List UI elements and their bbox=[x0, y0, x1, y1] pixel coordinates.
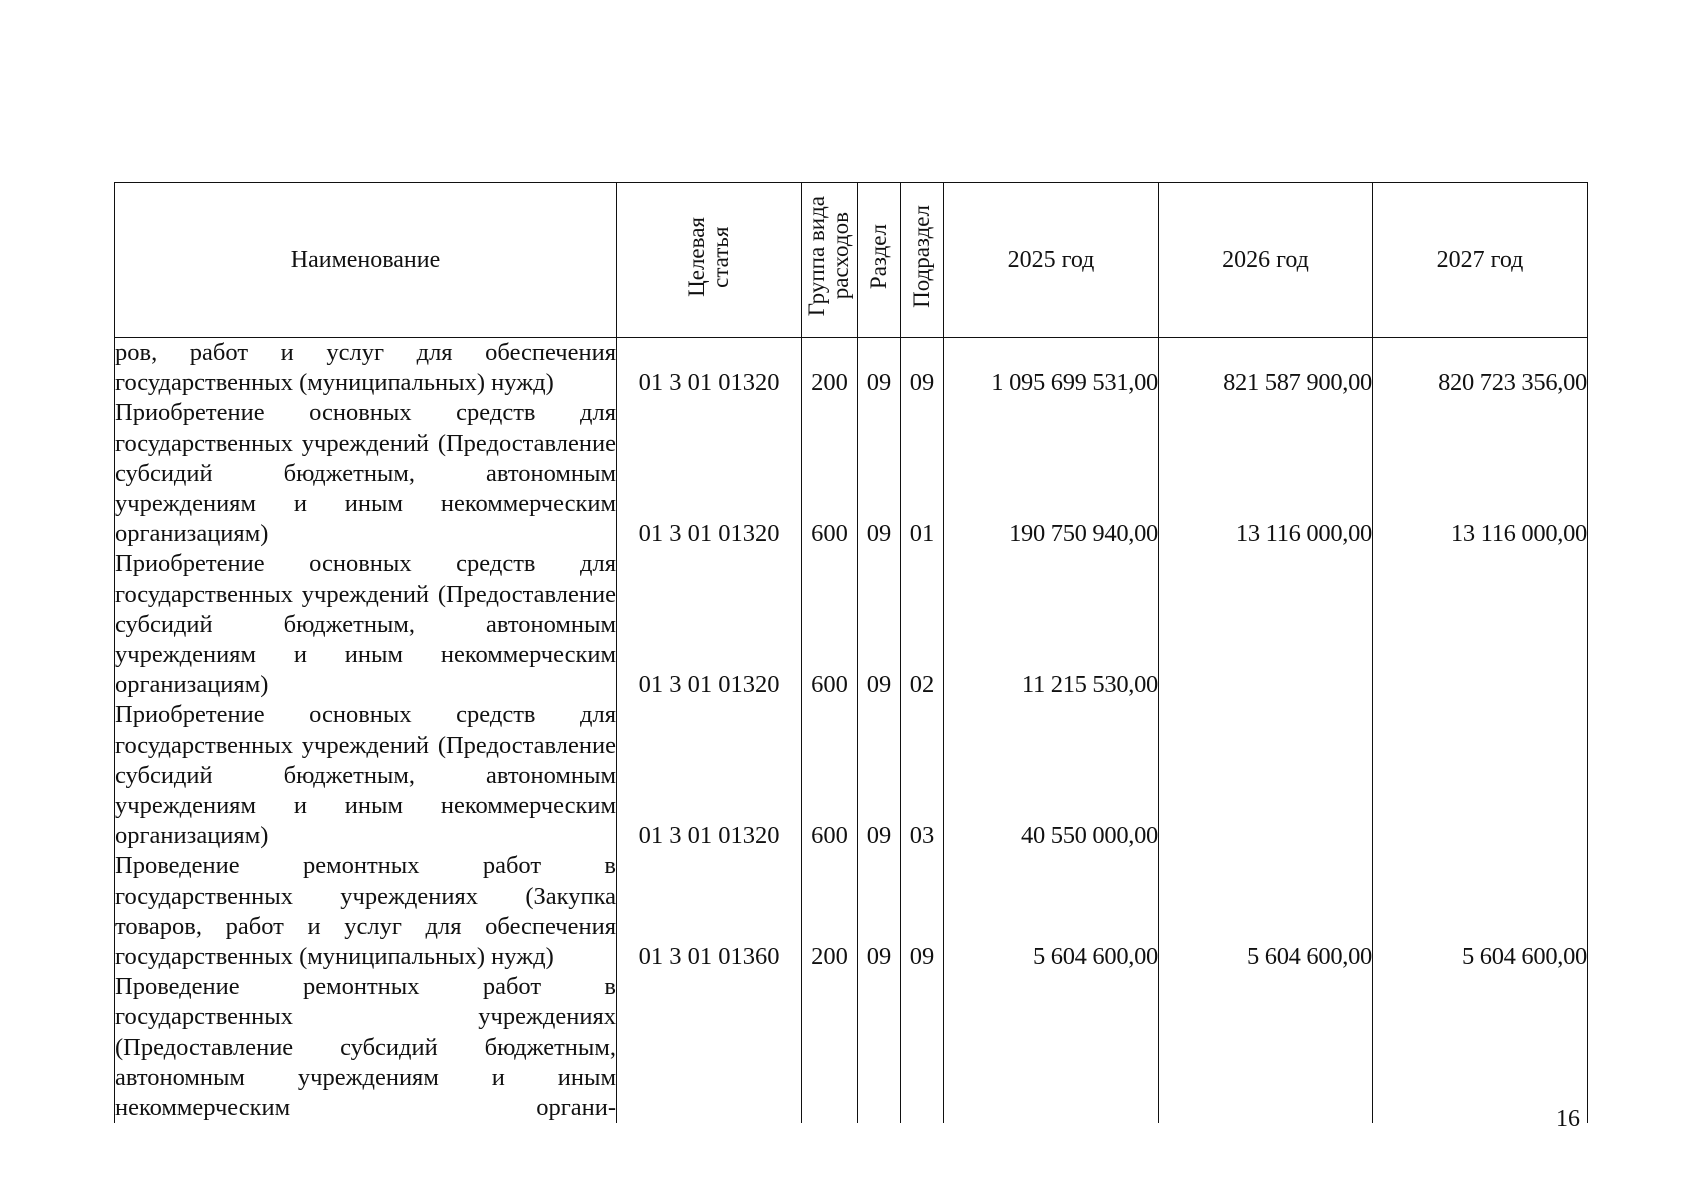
table-row bbox=[115, 851, 1588, 972]
row-amount-2027 bbox=[1373, 549, 1588, 700]
row-section bbox=[858, 972, 901, 1123]
header-section: Раздел bbox=[858, 183, 901, 338]
row-target-article: 01 3 01 01320 bbox=[617, 700, 802, 851]
row-subsection: 03 bbox=[901, 700, 944, 851]
row-target-article: 01 3 01 01320 bbox=[617, 338, 802, 399]
row-section: 09 bbox=[858, 549, 901, 700]
row-amount-2026 bbox=[1159, 549, 1373, 700]
row-subsection: 09 bbox=[901, 851, 944, 972]
row-name: Приобретение основных средств для государственных учреждений (Предоставление субсидий бюджетным, автономным учреждениям и иным некоммерческим организациям) bbox=[115, 700, 617, 851]
row-expense-group: 600 bbox=[802, 398, 858, 549]
header-expense-group: Группа вида расходов bbox=[802, 183, 858, 338]
row-amount-2026: 821 587 900,00 bbox=[1159, 338, 1373, 399]
row-expense-group bbox=[802, 972, 858, 1123]
row-section: 09 bbox=[858, 851, 901, 972]
row-name: Проведение ремонтных работ в государственных учреждениях (Предоставление субсидий бюджетным, автономным учреждениям и иным некоммерческим органи- bbox=[115, 972, 617, 1123]
row-amount-2025: 40 550 000,00 bbox=[944, 700, 1159, 851]
table-row bbox=[115, 398, 1588, 549]
table-body bbox=[115, 338, 1588, 1124]
row-name: Приобретение основных средств для государственных учреждений (Предоставление субсидий бюджетным, автономным учреждениям и иным некоммерческим организациям) bbox=[115, 398, 617, 549]
row-name: Приобретение основных средств для государственных учреждений (Предоставление субсидий бюджетным, автономным учреждениям и иным некоммерческим организациям) bbox=[115, 549, 617, 700]
table-header bbox=[115, 183, 1588, 338]
row-amount-2025: 1 095 699 531,00 bbox=[944, 338, 1159, 399]
row-section: 09 bbox=[858, 398, 901, 549]
row-name: Проведение ремонтных работ в государственных учреждениях (Закупка товаров, работ и услуг для обеспечения государственных (муниципальных) нужд) bbox=[115, 851, 617, 972]
table-row bbox=[115, 700, 1588, 851]
table-row bbox=[115, 972, 1588, 1123]
row-target-article: 01 3 01 01320 bbox=[617, 549, 802, 700]
page-number: 16 bbox=[1556, 1106, 1580, 1132]
row-amount-2026: 13 116 000,00 bbox=[1159, 398, 1373, 549]
header-target-article: Целевая статья bbox=[617, 183, 802, 338]
row-amount-2025: 190 750 940,00 bbox=[944, 398, 1159, 549]
row-subsection bbox=[901, 972, 944, 1123]
row-amount-2026 bbox=[1159, 972, 1373, 1123]
header-name: Наименование bbox=[115, 183, 617, 338]
header-year-2026: 2026 год bbox=[1159, 183, 1373, 338]
header-subsection: Подраздел bbox=[901, 183, 944, 338]
row-subsection: 01 bbox=[901, 398, 944, 549]
row-expense-group: 600 bbox=[802, 700, 858, 851]
row-expense-group: 200 bbox=[802, 851, 858, 972]
row-target-article: 01 3 01 01320 bbox=[617, 398, 802, 549]
budget-table bbox=[114, 182, 1588, 1123]
table-row bbox=[115, 338, 1588, 399]
header-year-2027: 2027 год bbox=[1373, 183, 1588, 338]
row-amount-2027 bbox=[1373, 972, 1588, 1123]
row-target-article bbox=[617, 972, 802, 1123]
row-section: 09 bbox=[858, 700, 901, 851]
row-amount-2026: 5 604 600,00 bbox=[1159, 851, 1373, 972]
row-subsection: 02 bbox=[901, 549, 944, 700]
row-amount-2027: 5 604 600,00 bbox=[1373, 851, 1588, 972]
row-target-article: 01 3 01 01360 bbox=[617, 851, 802, 972]
row-amount-2027 bbox=[1373, 700, 1588, 851]
table-row bbox=[115, 549, 1588, 700]
row-expense-group: 200 bbox=[802, 338, 858, 399]
row-subsection: 09 bbox=[901, 338, 944, 399]
row-amount-2025 bbox=[944, 972, 1159, 1123]
row-amount-2025: 5 604 600,00 bbox=[944, 851, 1159, 972]
row-amount-2027: 820 723 356,00 bbox=[1373, 338, 1588, 399]
row-name: ров, работ и услуг для обеспечения государственных (муниципальных) нужд) bbox=[115, 338, 617, 399]
header-year-2025: 2025 год bbox=[944, 183, 1159, 338]
row-amount-2026 bbox=[1159, 700, 1373, 851]
row-amount-2027: 13 116 000,00 bbox=[1373, 398, 1588, 549]
row-expense-group: 600 bbox=[802, 549, 858, 700]
row-section: 09 bbox=[858, 338, 901, 399]
row-amount-2025: 11 215 530,00 bbox=[944, 549, 1159, 700]
